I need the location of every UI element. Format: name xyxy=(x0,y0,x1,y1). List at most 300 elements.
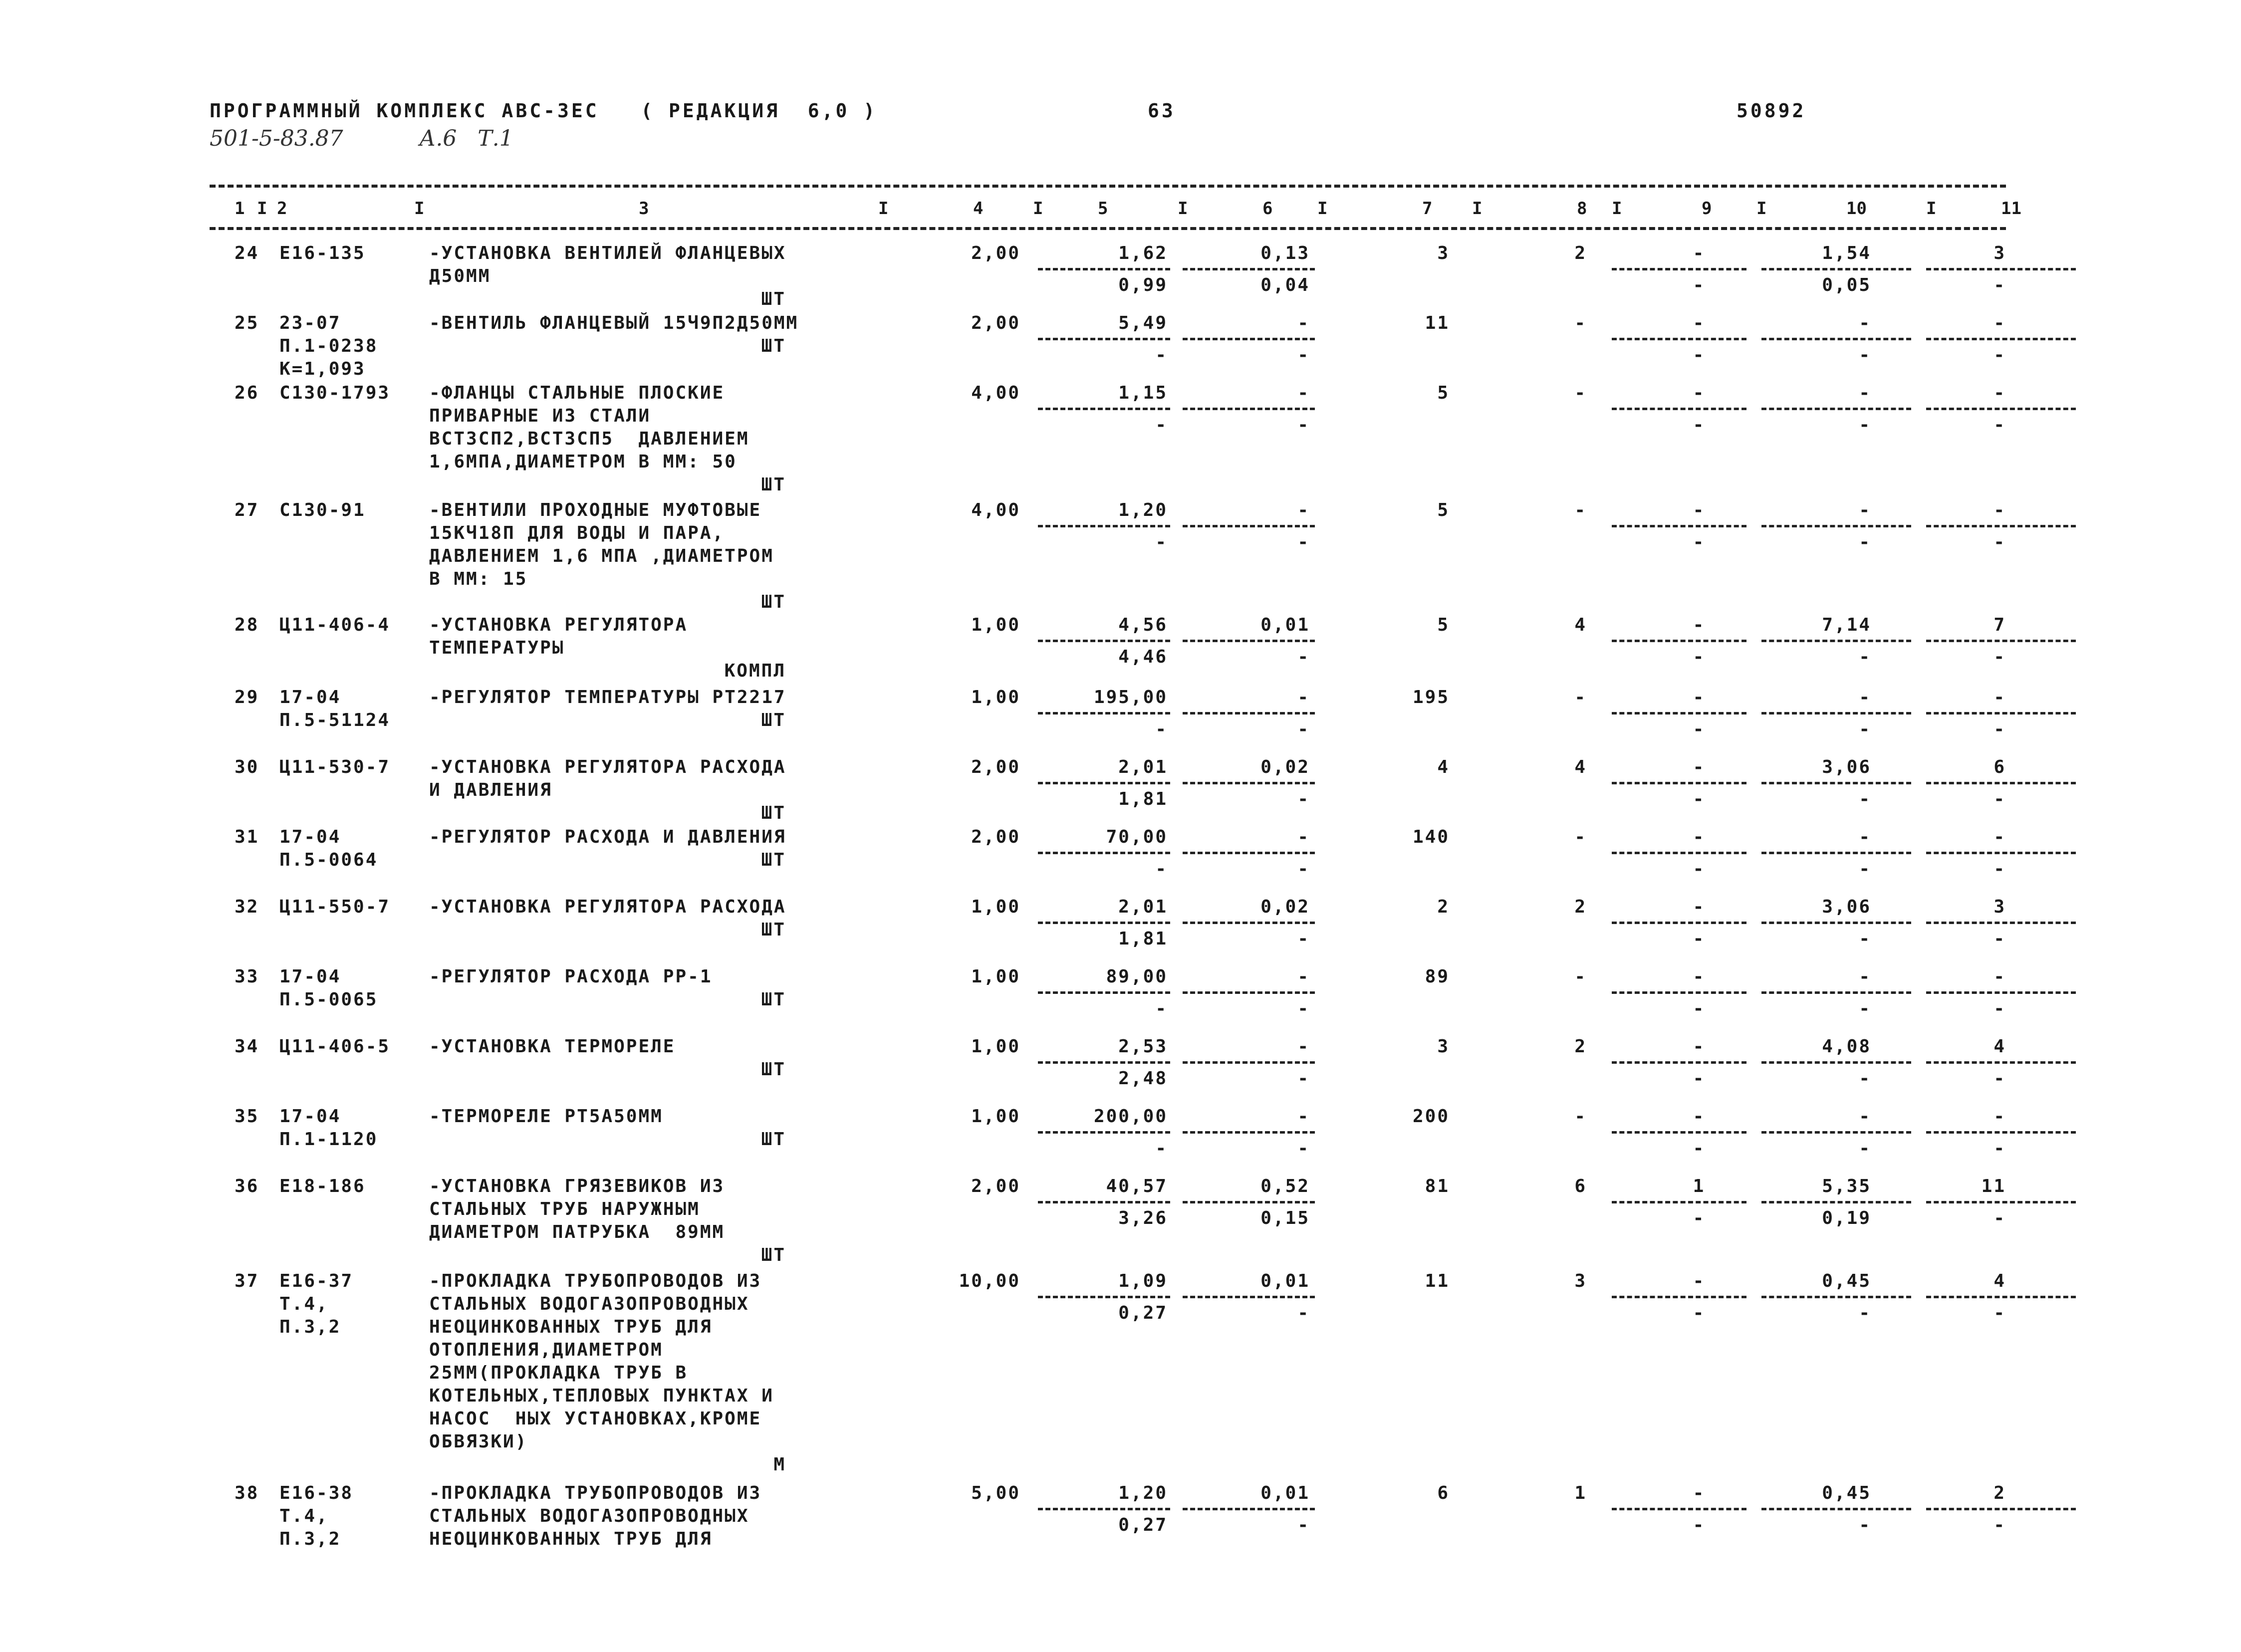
labor-total: 4 xyxy=(1993,1271,2006,1291)
cost-wages: 0,27 xyxy=(1118,1515,1168,1535)
labor-unit: 5,35 xyxy=(1822,1176,1871,1196)
row-number: 24 xyxy=(235,243,259,263)
total-cost: 2 xyxy=(1437,897,1450,917)
row-number: 38 xyxy=(235,1483,259,1503)
labor-value: - xyxy=(1693,1271,1706,1291)
norm-code: Ц11-406-4 xyxy=(279,615,391,635)
unit-of-measure: ШТ xyxy=(761,289,786,309)
total-machines: - xyxy=(1574,687,1587,708)
work-description: НЕОЦИНКОВАННЫХ ТРУБ ДЛЯ xyxy=(429,1529,713,1549)
cost-machines: - xyxy=(1297,500,1310,520)
labor-unit-subline xyxy=(1761,712,1911,714)
norm-code: К=1,093 xyxy=(279,359,366,379)
labor-subline xyxy=(1612,525,1746,527)
labor-wages: - xyxy=(1693,1138,1706,1159)
machines-wages: - xyxy=(1297,789,1310,809)
cost-machines: 0,01 xyxy=(1260,1483,1310,1503)
labor-wages: - xyxy=(1693,789,1706,809)
labor-wages: - xyxy=(1693,345,1706,365)
total-cost: 89 xyxy=(1425,966,1450,987)
column-separator: I xyxy=(1178,199,1188,219)
labor-value: 1 xyxy=(1693,1176,1706,1196)
cost-total: 5,49 xyxy=(1118,313,1168,333)
labor-unit-wages: - xyxy=(1859,719,1871,739)
column-number: 2 xyxy=(277,199,287,219)
cost-subline xyxy=(1038,268,1170,270)
unit-of-measure: ШТ xyxy=(761,1129,786,1150)
header-rule-bottom xyxy=(210,227,2006,230)
labor-total-subline xyxy=(1926,338,2076,340)
labor-unit: - xyxy=(1859,383,1871,403)
labor-unit-subline xyxy=(1761,1061,1911,1064)
cost-wages: 0,27 xyxy=(1118,1303,1168,1323)
labor-total-subline xyxy=(1926,712,2076,714)
work-description: ДИАМЕТРОМ ПАТРУБКА 89ММ xyxy=(429,1222,725,1242)
norm-code: Е18-186 xyxy=(279,1176,366,1196)
work-description: -УСТАНОВКА ВЕНТИЛЕЙ ФЛАНЦЕВЫХ xyxy=(429,243,786,263)
norm-code: П.5-0064 xyxy=(279,850,378,870)
labor-value: - xyxy=(1693,615,1706,635)
labor-unit-subline xyxy=(1761,1131,1911,1134)
row-number: 25 xyxy=(235,313,259,333)
quantity: 1,00 xyxy=(971,687,1020,708)
column-separator: I xyxy=(1472,199,1483,219)
work-description: 1,6МПА,ДИАМЕТРОМ В ММ: 50 xyxy=(429,452,737,472)
norm-code: П.3,2 xyxy=(279,1317,341,1337)
labor-unit-subline xyxy=(1761,852,1911,854)
quantity: 5,00 xyxy=(971,1483,1020,1503)
cost-subline xyxy=(1038,852,1170,854)
total-cost: 11 xyxy=(1425,313,1450,333)
labor-unit-wages: - xyxy=(1859,415,1871,435)
column-number: 4 xyxy=(973,199,984,219)
column-separator: I xyxy=(1756,199,1767,219)
labor-total-subline xyxy=(1926,922,2076,924)
labor-total-wages: - xyxy=(1993,275,2006,295)
total-cost: 81 xyxy=(1425,1176,1450,1196)
column-number: 10 xyxy=(1846,199,1867,219)
labor-value: - xyxy=(1693,313,1706,333)
column-separator: I xyxy=(1317,199,1328,219)
work-description: НАСОС НЫХ УСТАНОВКАХ,КРОМЕ xyxy=(429,1409,762,1429)
quantity: 2,00 xyxy=(971,243,1020,263)
page-title: ПРОГРАММНЫЙ КОМПЛЕКС АВС-ЗЕС ( РЕДАКЦИЯ 6,0 ) xyxy=(210,100,878,122)
machines-subline xyxy=(1183,1201,1315,1203)
labor-value: - xyxy=(1693,827,1706,847)
work-description: -ТЕРМОРЕЛЕ РТ5А50ММ xyxy=(429,1106,663,1127)
labor-unit-wages: - xyxy=(1859,789,1871,809)
total-machines: 2 xyxy=(1574,243,1587,263)
work-description: -УСТАНОВКА РЕГУЛЯТОРА РАСХОДА xyxy=(429,897,786,917)
work-description: -ВЕНТИЛИ ПРОХОДНЫЕ МУФТОВЫЕ xyxy=(429,500,762,520)
labor-unit: 4,08 xyxy=(1822,1036,1871,1057)
row-number: 30 xyxy=(235,757,259,777)
cost-machines: - xyxy=(1297,1106,1310,1127)
cost-total: 2,53 xyxy=(1118,1036,1168,1057)
labor-total-wages: - xyxy=(1993,929,2006,949)
labor-unit: - xyxy=(1859,827,1871,847)
norm-code: Ц11-550-7 xyxy=(279,897,391,917)
column-number: 3 xyxy=(639,199,649,219)
work-description: ВСТЗСП2,ВСТЗСП5 ДАВЛЕНИЕМ xyxy=(429,429,749,449)
cost-subline xyxy=(1038,782,1170,784)
labor-total-wages: - xyxy=(1993,1515,2006,1535)
labor-total-wages: - xyxy=(1993,789,2006,809)
total-machines: - xyxy=(1574,383,1587,403)
work-description: 15КЧ18П ДЛЯ ВОДЫ И ПАРА, xyxy=(429,523,725,543)
work-description: -ВЕНТИЛЬ ФЛАНЦЕВЫЙ 15Ч9П2Д50ММ xyxy=(429,313,799,333)
unit-of-measure: ШТ xyxy=(761,592,786,612)
machines-subline xyxy=(1183,1131,1315,1134)
machines-wages: - xyxy=(1297,859,1310,879)
labor-subline xyxy=(1612,640,1746,642)
norm-code: П.1-0238 xyxy=(279,336,378,356)
work-description: -РЕГУЛЯТОР РАСХОДА РР-1 xyxy=(429,966,713,987)
labor-wages: - xyxy=(1693,1068,1706,1089)
labor-unit-subline xyxy=(1761,782,1911,784)
labor-total-subline xyxy=(1926,408,2076,410)
unit-of-measure: ШТ xyxy=(761,336,786,356)
work-description: -УСТАНОВКА РЕГУЛЯТОРА РАСХОДА xyxy=(429,757,786,777)
norm-code: 23-07 xyxy=(279,313,341,333)
total-machines: 6 xyxy=(1574,1176,1587,1196)
machines-wages: - xyxy=(1297,647,1310,667)
machines-subline xyxy=(1183,1296,1315,1298)
cost-subline xyxy=(1038,640,1170,642)
labor-total: - xyxy=(1993,313,2006,333)
row-number: 33 xyxy=(235,966,259,987)
unit-of-measure: ШТ xyxy=(761,850,786,870)
work-description: КОТЕЛЬНЫХ,ТЕПЛОВЫХ ПУНКТАХ И xyxy=(429,1386,774,1406)
column-separator: I xyxy=(257,199,267,219)
labor-wages: - xyxy=(1693,532,1706,552)
total-machines: 2 xyxy=(1574,897,1587,917)
column-separator: I xyxy=(878,199,889,219)
column-separator: I xyxy=(1612,199,1622,219)
norm-code: Т.4, xyxy=(279,1506,329,1526)
machines-subline xyxy=(1183,712,1315,714)
column-separator: I xyxy=(414,199,425,219)
cost-wages: 3,26 xyxy=(1118,1208,1168,1228)
labor-unit: - xyxy=(1859,966,1871,987)
labor-subline xyxy=(1612,338,1746,340)
labor-total-wages: - xyxy=(1993,1208,2006,1228)
work-description: -ПРОКЛАДКА ТРУБОПРОВОДОВ ИЗ xyxy=(429,1271,762,1291)
cost-total: 89,00 xyxy=(1106,966,1168,987)
labor-unit-subline xyxy=(1761,1201,1911,1203)
work-description: -УСТАНОВКА РЕГУЛЯТОРА xyxy=(429,615,688,635)
machines-wages: - xyxy=(1297,415,1310,435)
labor-unit-wages: 0,05 xyxy=(1822,275,1871,295)
column-number: 8 xyxy=(1577,199,1587,219)
machines-wages: - xyxy=(1297,1303,1310,1323)
labor-total-subline xyxy=(1926,640,2076,642)
row-number: 27 xyxy=(235,500,259,520)
norm-code: Е16-37 xyxy=(279,1271,354,1291)
cost-subline xyxy=(1038,991,1170,994)
labor-unit-subline xyxy=(1761,1296,1911,1298)
norm-code: Ц11-406-5 xyxy=(279,1036,391,1057)
cost-wages: 1,81 xyxy=(1118,929,1168,949)
work-description: -УСТАНОВКА ТЕРМОРЕЛЕ xyxy=(429,1036,676,1057)
cost-total: 40,57 xyxy=(1106,1176,1168,1196)
cost-machines: 0,01 xyxy=(1260,1271,1310,1291)
labor-subline xyxy=(1612,922,1746,924)
labor-value: - xyxy=(1693,687,1706,708)
total-machines: - xyxy=(1574,827,1587,847)
labor-total-wages: - xyxy=(1993,998,2006,1019)
labor-wages: - xyxy=(1693,275,1706,295)
labor-unit-subline xyxy=(1761,408,1911,410)
machines-wages: 0,15 xyxy=(1260,1208,1310,1228)
labor-wages: - xyxy=(1693,1303,1706,1323)
column-separator: I xyxy=(1926,199,1937,219)
total-machines: 2 xyxy=(1574,1036,1587,1057)
labor-unit-wages: - xyxy=(1859,345,1871,365)
cost-subline xyxy=(1038,1508,1170,1510)
cost-wages: 1,81 xyxy=(1118,789,1168,809)
machines-wages: 0,04 xyxy=(1260,275,1310,295)
labor-unit-wages: 0,19 xyxy=(1822,1208,1871,1228)
labor-total: 3 xyxy=(1993,897,2006,917)
cost-wages: - xyxy=(1155,532,1168,552)
quantity: 2,00 xyxy=(971,313,1020,333)
column-number: 6 xyxy=(1262,199,1273,219)
labor-total-subline xyxy=(1926,268,2076,270)
cost-wages: - xyxy=(1155,998,1168,1019)
norm-code: 17-04 xyxy=(279,687,341,708)
labor-subline xyxy=(1612,852,1746,854)
cost-total: 1,20 xyxy=(1118,1483,1168,1503)
cost-subline xyxy=(1038,1061,1170,1064)
labor-unit-wages: - xyxy=(1859,859,1871,879)
labor-total-subline xyxy=(1926,852,2076,854)
column-number: 5 xyxy=(1098,199,1108,219)
machines-subline xyxy=(1183,852,1315,854)
cost-subline xyxy=(1038,1201,1170,1203)
labor-total-wages: - xyxy=(1993,1068,2006,1089)
column-number: 9 xyxy=(1702,199,1712,219)
labor-unit: 1,54 xyxy=(1822,243,1871,263)
cost-machines: - xyxy=(1297,827,1310,847)
handwritten-code: 501-5-83.87 xyxy=(210,126,343,151)
machines-wages: - xyxy=(1297,532,1310,552)
total-cost: 6 xyxy=(1437,1483,1450,1503)
labor-unit-subline xyxy=(1761,268,1911,270)
labor-total-wages: - xyxy=(1993,1303,2006,1323)
row-number: 29 xyxy=(235,687,259,708)
work-description: ТЕМПЕРАТУРЫ xyxy=(429,638,565,658)
work-description: -РЕГУЛЯТОР ТЕМПЕРАТУРЫ РТ2217 xyxy=(429,687,786,708)
page-number: 63 xyxy=(1148,100,1176,122)
quantity: 2,00 xyxy=(971,827,1020,847)
cost-total: 1,62 xyxy=(1118,243,1168,263)
labor-total-wages: - xyxy=(1993,415,2006,435)
labor-subline xyxy=(1612,1131,1746,1134)
labor-wages: - xyxy=(1693,998,1706,1019)
document-number: 50892 xyxy=(1737,100,1806,122)
cost-machines: - xyxy=(1297,383,1310,403)
labor-value: - xyxy=(1693,243,1706,263)
work-description: -ПРОКЛАДКА ТРУБОПРОВОДОВ ИЗ xyxy=(429,1483,762,1503)
labor-total: 11 xyxy=(1981,1176,2006,1196)
cost-wages: - xyxy=(1155,859,1168,879)
labor-wages: - xyxy=(1693,859,1706,879)
labor-subline xyxy=(1612,712,1746,714)
labor-unit: - xyxy=(1859,500,1871,520)
quantity: 2,00 xyxy=(971,757,1020,777)
labor-total-wages: - xyxy=(1993,1138,2006,1159)
labor-unit: - xyxy=(1859,1106,1871,1127)
unit-of-measure: КОМПЛ xyxy=(724,661,786,681)
norm-code: 17-04 xyxy=(279,966,341,987)
labor-total-subline xyxy=(1926,1131,2076,1134)
cost-machines: 0,52 xyxy=(1260,1176,1310,1196)
column-number: 7 xyxy=(1422,199,1433,219)
quantity: 1,00 xyxy=(971,966,1020,987)
labor-subline xyxy=(1612,1508,1746,1510)
work-description: СТАЛЬНЫХ ВОДОГАЗОПРОВОДНЫХ xyxy=(429,1506,749,1526)
norm-code: С130-91 xyxy=(279,500,366,520)
labor-total-wages: - xyxy=(1993,647,2006,667)
labor-total-subline xyxy=(1926,525,2076,527)
machines-subline xyxy=(1183,640,1315,642)
cost-machines: 0,02 xyxy=(1260,757,1310,777)
labor-unit-wages: - xyxy=(1859,929,1871,949)
cost-wages: 0,99 xyxy=(1118,275,1168,295)
machines-wages: - xyxy=(1297,345,1310,365)
labor-value: - xyxy=(1693,1483,1706,1503)
cost-total: 2,01 xyxy=(1118,897,1168,917)
quantity: 2,00 xyxy=(971,1176,1020,1196)
total-machines: 4 xyxy=(1574,757,1587,777)
unit-of-measure: ШТ xyxy=(761,920,786,940)
quantity: 4,00 xyxy=(971,500,1020,520)
row-number: 28 xyxy=(235,615,259,635)
cost-total: 1,20 xyxy=(1118,500,1168,520)
labor-wages: - xyxy=(1693,719,1706,739)
labor-unit-wages: - xyxy=(1859,532,1871,552)
total-cost: 4 xyxy=(1437,757,1450,777)
labor-unit: 0,45 xyxy=(1822,1271,1871,1291)
row-number: 31 xyxy=(235,827,259,847)
cost-wages: - xyxy=(1155,415,1168,435)
norm-code: 17-04 xyxy=(279,1106,341,1127)
labor-value: - xyxy=(1693,1106,1706,1127)
unit-of-measure: ШТ xyxy=(761,710,786,730)
work-description: -УСТАНОВКА ГРЯЗЕВИКОВ ИЗ xyxy=(429,1176,725,1196)
machines-subline xyxy=(1183,991,1315,994)
cost-machines: - xyxy=(1297,313,1310,333)
machines-wages: - xyxy=(1297,719,1310,739)
work-description: -РЕГУЛЯТОР РАСХОДА И ДАВЛЕНИЯ xyxy=(429,827,786,847)
labor-wages: - xyxy=(1693,647,1706,667)
machines-wages: - xyxy=(1297,1068,1310,1089)
total-machines: 3 xyxy=(1574,1271,1587,1291)
cost-machines: 0,13 xyxy=(1260,243,1310,263)
total-machines: - xyxy=(1574,500,1587,520)
norm-code: П.3,2 xyxy=(279,1529,341,1549)
machines-subline xyxy=(1183,922,1315,924)
column-separator: I xyxy=(1033,199,1043,219)
unit-of-measure: ШТ xyxy=(761,989,786,1010)
unit-of-measure: ШТ xyxy=(761,474,786,495)
labor-value: - xyxy=(1693,1036,1706,1057)
row-number: 26 xyxy=(235,383,259,403)
row-number: 37 xyxy=(235,1271,259,1291)
quantity: 4,00 xyxy=(971,383,1020,403)
handwritten-album: А.6 Т.1 xyxy=(419,126,513,151)
labor-value: - xyxy=(1693,757,1706,777)
norm-code: П.5-51124 xyxy=(279,710,391,730)
work-description: В ММ: 15 xyxy=(429,569,528,589)
labor-unit-subline xyxy=(1761,338,1911,340)
work-description: СТАЛЬНЫХ ВОДОГАЗОПРОВОДНЫХ xyxy=(429,1294,749,1314)
norm-code: П.1-1120 xyxy=(279,1129,378,1150)
quantity: 1,00 xyxy=(971,615,1020,635)
labor-unit: - xyxy=(1859,313,1871,333)
labor-subline xyxy=(1612,1201,1746,1203)
labor-value: - xyxy=(1693,966,1706,987)
machines-subline xyxy=(1183,268,1315,270)
labor-total-subline xyxy=(1926,991,2076,994)
labor-total: 3 xyxy=(1993,243,2006,263)
unit-of-measure: М xyxy=(773,1454,786,1475)
total-cost: 5 xyxy=(1437,383,1450,403)
unit-of-measure: ШТ xyxy=(761,1245,786,1265)
labor-unit-subline xyxy=(1761,525,1911,527)
cost-machines: 0,02 xyxy=(1260,897,1310,917)
cost-subline xyxy=(1038,922,1170,924)
unit-of-measure: ШТ xyxy=(761,1059,786,1080)
cost-machines: - xyxy=(1297,687,1310,708)
labor-total: 7 xyxy=(1993,615,2006,635)
machines-wages: - xyxy=(1297,929,1310,949)
cost-wages: - xyxy=(1155,345,1168,365)
cost-machines: - xyxy=(1297,1036,1310,1057)
labor-unit-wages: - xyxy=(1859,647,1871,667)
labor-total: 6 xyxy=(1993,757,2006,777)
labor-total: - xyxy=(1993,966,2006,987)
norm-code: Е16-135 xyxy=(279,243,366,263)
norm-code: С130-1793 xyxy=(279,383,391,403)
labor-value: - xyxy=(1693,897,1706,917)
work-description: И ДАВЛЕНИЯ xyxy=(429,780,552,800)
cost-subline xyxy=(1038,1296,1170,1298)
cost-total: 200,00 xyxy=(1093,1106,1168,1127)
labor-subline xyxy=(1612,268,1746,270)
total-cost: 5 xyxy=(1437,615,1450,635)
column-number: 1 xyxy=(235,199,245,219)
work-description: НЕОЦИНКОВАННЫХ ТРУБ ДЛЯ xyxy=(429,1317,713,1337)
labor-unit: 7,14 xyxy=(1822,615,1871,635)
labor-unit-subline xyxy=(1761,640,1911,642)
work-description: ОБВЯЗКИ) xyxy=(429,1431,528,1452)
column-number: 11 xyxy=(2001,199,2021,219)
machines-subline xyxy=(1183,782,1315,784)
quantity: 10,00 xyxy=(959,1271,1020,1291)
cost-machines: 0,01 xyxy=(1260,615,1310,635)
labor-total: - xyxy=(1993,383,2006,403)
labor-total: 2 xyxy=(1993,1483,2006,1503)
machines-subline xyxy=(1183,338,1315,340)
labor-unit: 3,06 xyxy=(1822,897,1871,917)
labor-subline xyxy=(1612,1296,1746,1298)
total-cost: 3 xyxy=(1437,1036,1450,1057)
norm-code: 17-04 xyxy=(279,827,341,847)
cost-wages: 4,46 xyxy=(1118,647,1168,667)
labor-unit: 0,45 xyxy=(1822,1483,1871,1503)
